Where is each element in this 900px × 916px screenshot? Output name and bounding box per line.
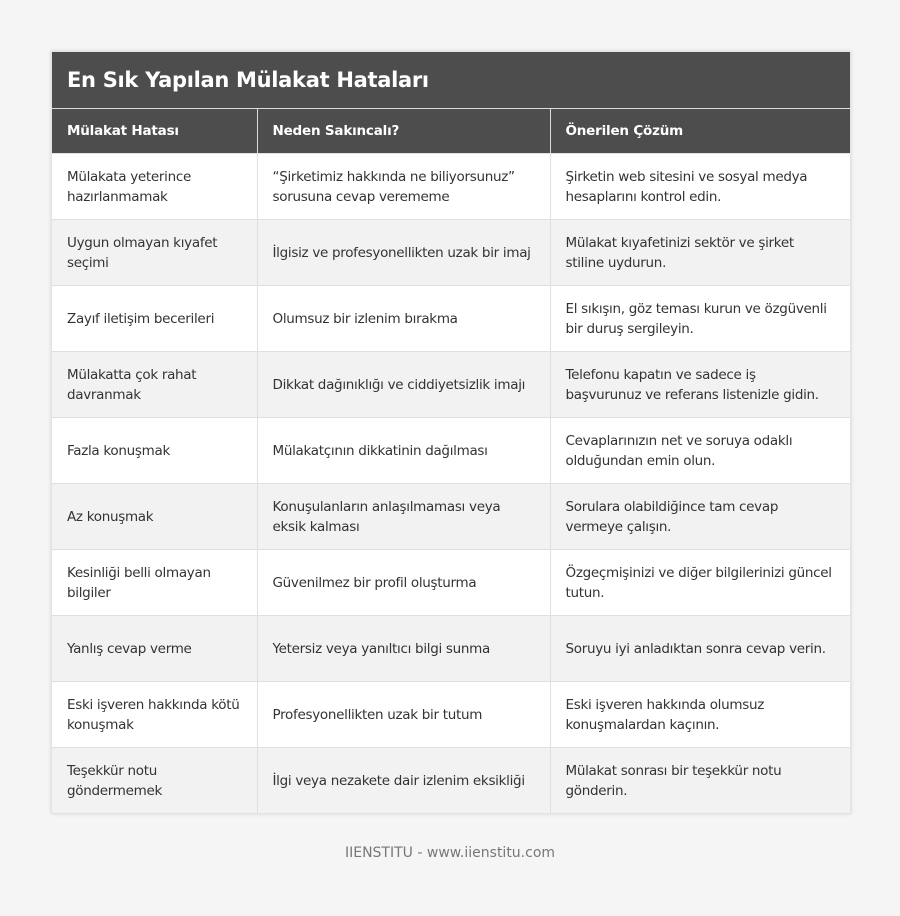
- table-row: [52, 748, 850, 814]
- footer-credit: IIENSTITU - www.iienstitu.com: [344, 845, 556, 861]
- cell-solution: Sorulara olabildiğince tam cevap vermeye çalışın.: [550, 484, 850, 550]
- table-row: [52, 352, 850, 418]
- cell-reason: Dikkat dağınıklığı ve ciddiyetsizlik imajı: [257, 352, 550, 418]
- table-row: [52, 550, 850, 616]
- cell-solution: Telefonu kapatın ve sadece iş başvurunuz ve referans listenizle gidin.: [550, 352, 850, 418]
- cell-mistake: Az konuşmak: [52, 484, 257, 550]
- cell-mistake: Mülakatta çok rahat davranmak: [52, 352, 257, 418]
- column-header-reason: Neden Sakıncalı?: [257, 109, 550, 154]
- table-title: En Sık Yapılan Mülakat Hataları: [52, 52, 850, 109]
- cell-mistake: Uygun olmayan kıyafet seçimi: [52, 220, 257, 286]
- cell-reason: Mülakatçının dikkatinin dağılması: [257, 418, 550, 484]
- cell-mistake: Teşekkür notu göndermemek: [52, 748, 257, 814]
- header-row: [52, 109, 850, 154]
- cell-mistake: Zayıf iletişim becerileri: [52, 286, 257, 352]
- cell-mistake: Kesinliği belli olmayan bilgiler: [52, 550, 257, 616]
- cell-mistake: Eski işveren hakkında kötü konuşmak: [52, 682, 257, 748]
- cell-reason: Olumsuz bir izlenim bırakma: [257, 286, 550, 352]
- cell-solution: Şirketin web sitesini ve sosyal medya hesaplarını kontrol edin.: [550, 154, 850, 220]
- cell-solution: Soruyu iyi anladıktan sonra cevap verin.: [550, 616, 850, 682]
- table-row: [52, 286, 850, 352]
- cell-reason: Profesyonellikten uzak bir tutum: [257, 682, 550, 748]
- column-header-mistake: Mülakat Hatası: [52, 109, 257, 154]
- cell-solution: Cevaplarınızın net ve soruya odaklı olduğundan emin olun.: [550, 418, 850, 484]
- cell-reason: İlgi veya nezakete dair izlenim eksikliği: [257, 748, 550, 814]
- cell-reason: “Şirketimiz hakkında ne biliyorsunuz” sorusuna cevap verememe: [257, 154, 550, 220]
- table-row: [52, 220, 850, 286]
- cell-solution: Özgeçmişinizi ve diğer bilgilerinizi güncel tutun.: [550, 550, 850, 616]
- cell-solution: Mülakat kıyafetinizi sektör ve şirket stiline uydurun.: [550, 220, 850, 286]
- cell-solution: El sıkışın, göz teması kurun ve özgüvenli bir duruş sergileyin.: [550, 286, 850, 352]
- cell-reason: Konuşulanların anlaşılmaması veya eksik kalması: [257, 484, 550, 550]
- table-row: [52, 682, 850, 748]
- cell-reason: Güvenilmez bir profil oluşturma: [257, 550, 550, 616]
- cell-mistake: Mülakata yeterince hazırlanmamak: [52, 154, 257, 220]
- table-row: [52, 154, 850, 220]
- cell-reason: Yetersiz veya yanıltıcı bilgi sunma: [257, 616, 550, 682]
- table-row: [52, 484, 850, 550]
- cell-mistake: Fazla konuşmak: [52, 418, 257, 484]
- table-row: [52, 616, 850, 682]
- table-card: [51, 51, 851, 814]
- cell-mistake: Yanlış cevap verme: [52, 616, 257, 682]
- column-header-solution: Önerilen Çözüm: [550, 109, 850, 154]
- cell-solution: Eski işveren hakkında olumsuz konuşmalardan kaçının.: [550, 682, 850, 748]
- mistakes-table: [52, 109, 850, 813]
- cell-solution: Mülakat sonrası bir teşekkür notu gönderin.: [550, 748, 850, 814]
- cell-reason: İlgisiz ve profesyonellikten uzak bir imaj: [257, 220, 550, 286]
- table-row: [52, 418, 850, 484]
